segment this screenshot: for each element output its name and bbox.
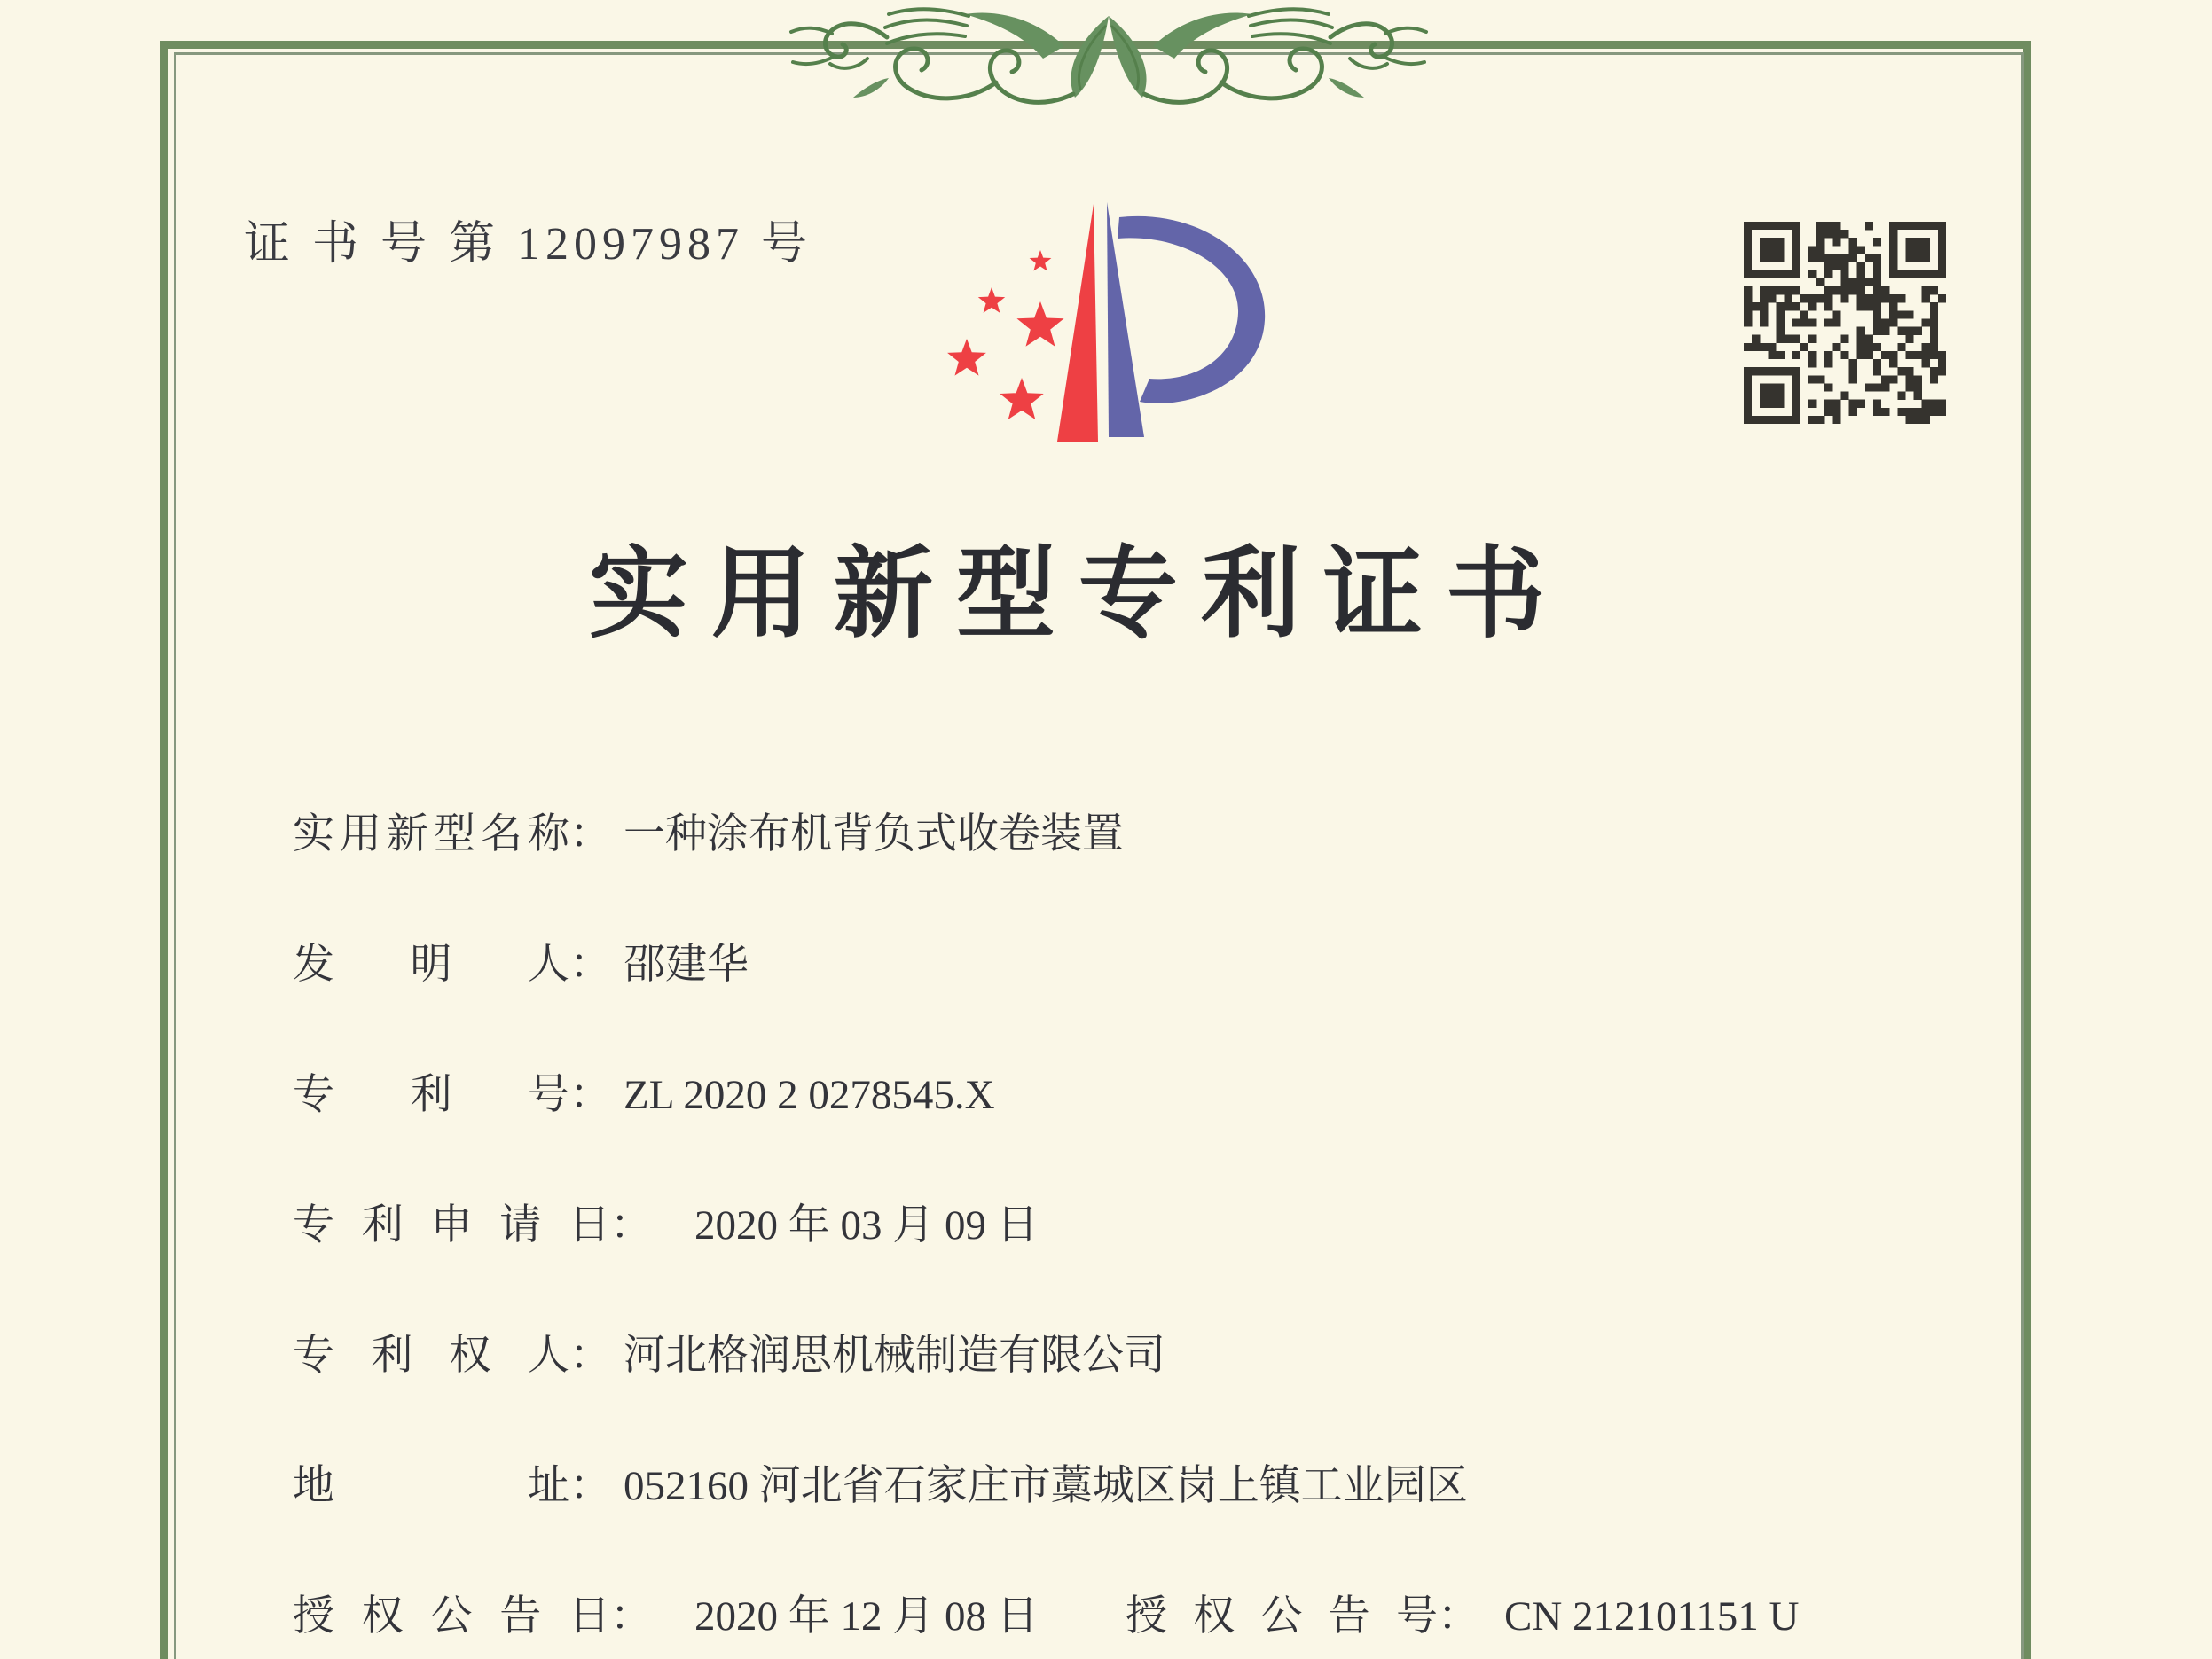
field-label: 专利权人 <box>293 1333 569 1379</box>
certificate-title: 实用新型专利证书 <box>589 540 1568 650</box>
field-value: 河北格润思机械制造有限公司 <box>624 1333 1165 1379</box>
field-colon: ： <box>1438 1593 1479 1639</box>
field-value: CN 212101151 U <box>1504 1593 1800 1639</box>
field-row-utility-model-name <box>293 808 1124 861</box>
field-colon: ： <box>569 942 611 988</box>
field-value: ZL 2020 2 0278545.X <box>624 1072 995 1118</box>
field-label: 授权公告号 <box>1126 1593 1438 1639</box>
field-label: 授权公告日 <box>293 1593 610 1639</box>
field-row-patent-number <box>293 1068 995 1122</box>
field-row-grant-publication-number <box>1126 1590 1800 1643</box>
field-colon: ： <box>610 1593 652 1639</box>
logo-red-wedge <box>1057 204 1098 442</box>
field-label: 实用新型名称 <box>293 811 569 857</box>
field-value: 2020 年 03 月 09 日 <box>694 1202 1039 1248</box>
field-colon: ： <box>569 1072 611 1118</box>
field-label: 专利申请日 <box>293 1202 610 1248</box>
field-value: 2020 年 12 月 08 日 <box>694 1593 1039 1639</box>
field-row-inventor <box>293 938 749 991</box>
field-colon: ： <box>569 1463 611 1509</box>
certificate-number: 证 书 号 第 12097987 号 <box>244 219 813 270</box>
field-label: 地址 <box>293 1463 569 1509</box>
field-colon: ： <box>569 811 611 857</box>
field-colon: ： <box>569 1333 611 1379</box>
field-value: 邵建华 <box>624 942 749 988</box>
field-label: 发明人 <box>293 942 569 988</box>
field-value: 052160 河北省石家庄市藁城区岗上镇工业园区 <box>624 1463 1468 1509</box>
logo-p-bowl <box>1118 216 1265 403</box>
field-row-patentee <box>293 1329 1165 1382</box>
qr-code <box>1744 222 1946 424</box>
dragon-flourish-ornament-icon <box>780 0 1437 111</box>
field-label: 专利号 <box>293 1072 569 1118</box>
cnipa-patent-logo-icon <box>940 173 1295 457</box>
field-row-grant-date <box>293 1590 1039 1643</box>
field-row-address <box>293 1459 1468 1513</box>
red-stars-icon <box>947 250 1064 419</box>
field-value: 一种涂布机背负式收卷装置 <box>624 811 1124 857</box>
field-colon: ： <box>610 1202 652 1248</box>
field-row-filing-date <box>293 1199 1039 1252</box>
